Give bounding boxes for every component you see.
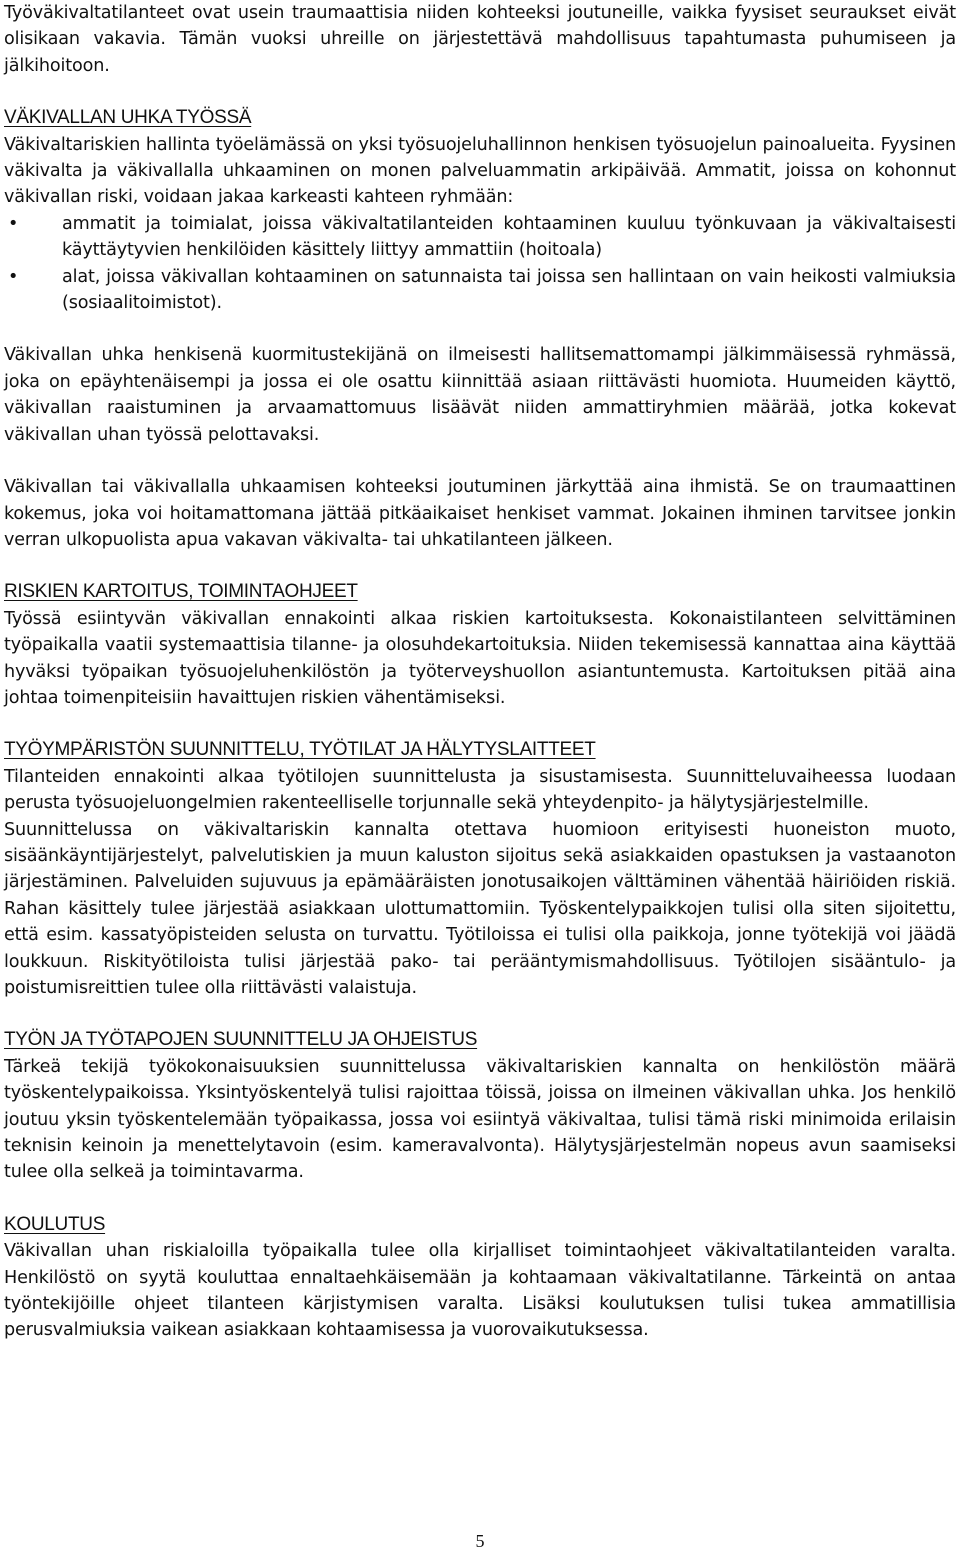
work-planning-paragraph: Tärkeä tekijä työkokonaisuuksien suunnittelussa väkivaltariskien kannalta on henkilöstön määrä työskentelypaikoissa. Yksintyöskentelyä tulisi rajoittaa töissä, joissa on ilmeinen väkivallan uhka. Jos henkilö joutuu yksin työskentelemään työpaikassa, jossa voi esiintyä väkivaltaa, tulisi tämä riski minimoida erilaisin teknisin keinoin ja menettelytavoin (esim. kameravalvonta). Hälytysjärjestelmän nopeus avun saamiseksi tulee olla selkeä ja toimintavarma.: [4, 1056, 956, 1183]
page-number: 5: [475, 1531, 485, 1551]
violence-threat-paragraph-2: Väkivallan uhka henkisenä kuormitustekijänä on ilmeisesti hallitsemattomampi jälkimmäisessä ryhmässä, joka on epäyhtenäisempi ja jossa ei ole osattu kiinnittää asiaan riittävästi huomiota. Huumeiden käyttö, väkivallan raaistuminen ja arvaamattomuus lisäävät niiden ammattiryhmien määrää, jotka kokevat väkivallan uhan työssä pelottavaksi.: [4, 345, 956, 445]
list-item-text: alat, joissa väkivallan kohtaaminen on satunnaista tai joissa sen hallintaan on vain heikosti valmiuksia (sosiaalitoimistot).: [62, 266, 956, 314]
bullet-icon: •: [8, 213, 19, 234]
occupation-groups-list: [4, 211, 956, 317]
work-environment-paragraph-2: Suunnittelussa on väkivaltariskin kannalta otettava huomioon erityisesti huoneiston muoto, sisäänkäyntijärjestelyt, palvelutiskien ja muun kaluston sijoitus sekä asiakkaiden opastuksen ja vastaanoton järjestäminen. Palveluiden sujuvuus ja epämääräisten jonotusaikojen välttäminen vähentää häiriöiden riskiä. Rahan käsittely tulee järjestää asiakkaan ulottumattomiin. Työskentelypaikkojen tulisi olla siten sijoitettu, että esim. kassatyöpisteiden selusta on turvattu. Työtiloissa ei tulisi olla paikkoja, jonne työtekijä voi jäädä loukkuun. Riskityötiloista tulisi järjestää pako- tai perääntymismahdollisuus. Työtilojen sisääntulo- ja poistumisreittien tulee olla riittävästi valaistuja.: [4, 819, 956, 998]
section-heading-violence-threat: VÄKIVALLAN UHKA TYÖSSÄ: [4, 107, 252, 129]
section-heading-risk-mapping: RISKIEN KARTOITUS, TOIMINTAOHJEET: [4, 581, 358, 603]
training-paragraph: Väkivallan uhan riskialoilla työpaikalla tulee olla kirjalliset toimintaohjeet väkivaltatilanteiden varalta. Henkilöstö on syytä kouluttaa ennaltaehkäisemään ja kohtaamaan väkivaltatilanne. Tärkeintä on antaa työntekijöille ohjeet tilanteen kärjistymisen varalta. Lisäksi koulutuksen tulisi tukea ammatillisia perusvalmiuksia vaikean asiakkaan kohtaamisessa ja vuorovaikutuksessa.: [4, 1241, 956, 1341]
work-environment-paragraph-1: Tilanteiden ennakointi alkaa työtilojen suunnittelusta ja sisustamisesta. Suunnitteluvaiheessa luodaan perusta työsuojeluongelmien rakenteelliselle torjunnalle sekä yhteydenpito- ja hälytysjärjestelmille.: [4, 766, 956, 814]
section-heading-work-environment: TYÖYMPÄRISTÖN SUUNNITTELU, TYÖTILAT JA HÄLYTYSLAITTEET: [4, 739, 596, 761]
list-item: [4, 211, 956, 264]
section-heading-training: KOULUTUS: [4, 1213, 106, 1235]
list-item: [4, 264, 956, 317]
intro-paragraph: Työväkivaltatilanteet ovat usein traumaattisia niiden kohteeksi joutuneille, vaikka fyysiset seuraukset eivät olisikaan vakavia. Tämän vuoksi uhreille on järjestettävä mahdollisuus tapahtumasta puhumiseen ja jälkihoitoon.: [4, 3, 956, 76]
list-item-text: ammatit ja toimialat, joissa väkivaltatilanteiden kohtaaminen kuuluu työnkuvaan ja väkivaltaisesti käyttäytyvien henkilöiden käsittely liittyy ammattiin (hoitoala): [62, 213, 956, 261]
bullet-icon: •: [8, 266, 19, 287]
violence-threat-paragraph-3: Väkivallan tai väkivallalla uhkaamisen kohteeksi joutuminen järkyttää aina ihmistä. Se on traumaattinen kokemus, joka voi hoitamattomana jättää pitkäaikaiset henkiset vammat. Jokainen ihminen tarvitsee jonkin verran ulkopuolista apua vakavan väkivalta- tai uhkatilanteen jälkeen.: [4, 477, 956, 550]
violence-threat-paragraph-1: Väkivaltariskien hallinta työelämässä on yksi työsuojeluhallinnon henkisen työsuojelun painoalueita. Fyysinen väkivalta ja väkivallalla uhkaaminen on monen palveluammatin arkipäivää. Ammatit, joissa on kohonnut väkivallan riski, voidaan jakaa karkeasti kahteen ryhmään:: [4, 134, 956, 208]
section-heading-work-planning: TYÖN JA TYÖTAPOJEN SUUNNITTELU JA OHJEISTUS: [4, 1029, 478, 1051]
risk-mapping-paragraph: Työssä esiintyvän väkivallan ennakointi alkaa riskien kartoituksesta. Kokonaistilanteen selvittäminen työpaikalla vaatii systemaattisia tilanne- ja olosuhdekartoituksia. Niiden tekemisessä kannattaa aina käyttää hyväksi työpaikan työsuojeluhenkilöstön ja työterveyshuollon asiantuntemusta. Kartoituksen pitää aina johtaa toimenpiteisiin havaittujen riskien vähentämiseksi.: [4, 608, 956, 708]
